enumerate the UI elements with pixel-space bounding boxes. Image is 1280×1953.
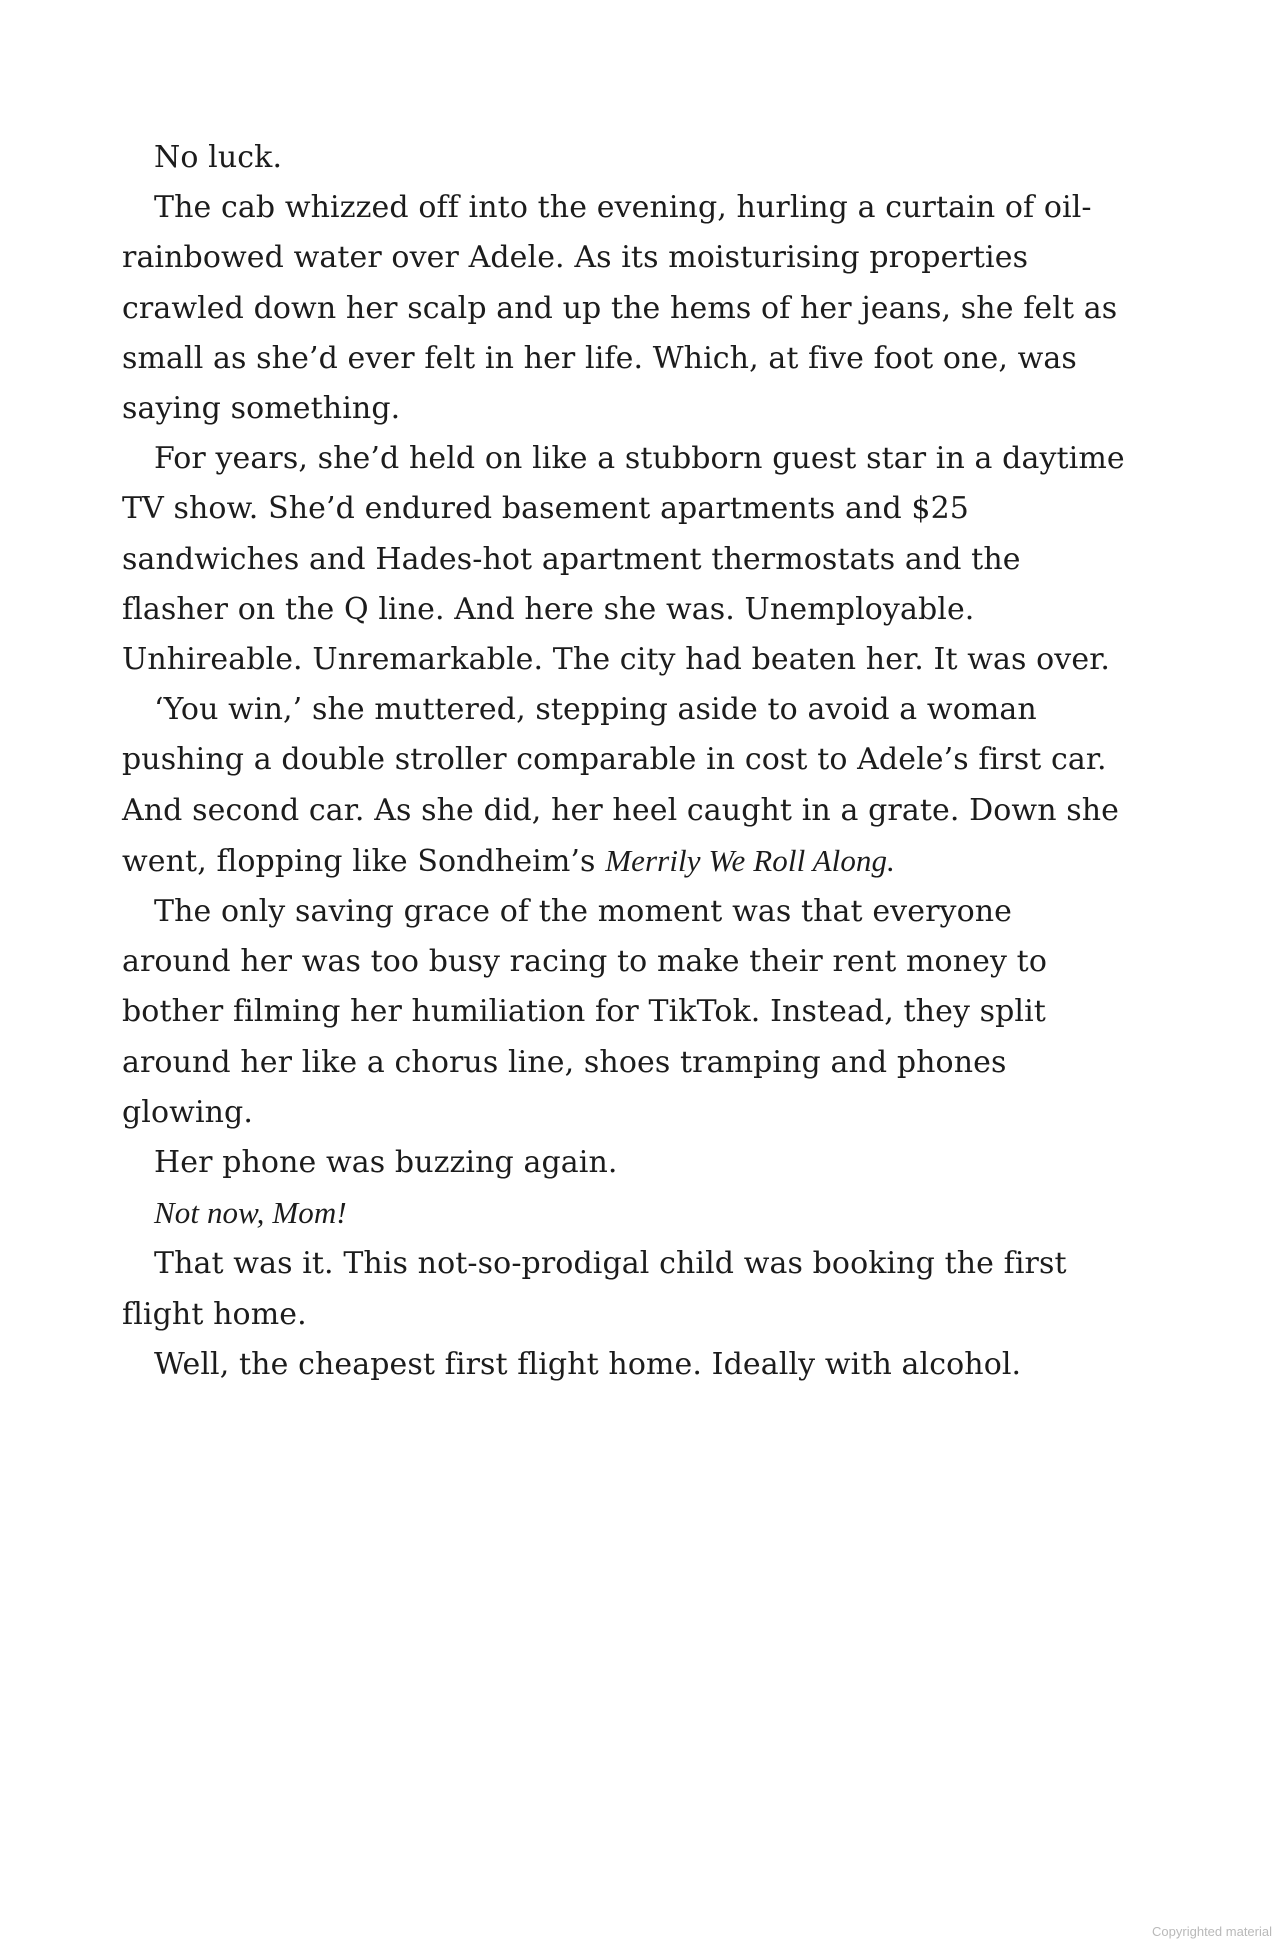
paragraph-8 bbox=[122, 1239, 1172, 1339]
text-line: That was it. This not-so-prodigal child was booking the first bbox=[154, 1246, 1067, 1282]
paragraph-7 bbox=[122, 1188, 1172, 1239]
text-line: And second car. As she did, her heel caught in a grate. Down she bbox=[122, 792, 1120, 828]
text-line: sandwiches and Hades-hot apartment thermostats and the bbox=[122, 541, 1021, 577]
italic-thought: Not now, Mom! bbox=[154, 1195, 347, 1231]
text-line: ‘You win,’ she muttered, stepping aside to avoid a woman bbox=[154, 692, 1037, 728]
text-line: flasher on the Q line. And here she was. Unemployable. bbox=[122, 591, 975, 627]
text-line: The only saving grace of the moment was that everyone bbox=[154, 894, 1013, 930]
text-line: No luck. bbox=[154, 140, 283, 175]
text-line bbox=[122, 836, 1172, 887]
text-line: rainbowed water over Adele. As its moisturising properties bbox=[122, 240, 1029, 276]
text-line: around her was too busy racing to make their rent money to bbox=[122, 944, 1047, 980]
text-line: glowing. bbox=[122, 1094, 253, 1130]
text-line: flight home. bbox=[122, 1296, 307, 1332]
italic-title: Merrily We Roll Along. bbox=[605, 842, 895, 878]
text-line-prefix: went, flopping like Sondheim’s bbox=[122, 843, 606, 879]
text-line: small as she’d ever felt in her life. Which, at five foot one, was bbox=[122, 340, 1077, 376]
text-line: Her phone was buzzing again. bbox=[154, 1145, 618, 1181]
paragraph-3 bbox=[122, 434, 1172, 685]
text-line: saying something. bbox=[122, 391, 401, 427]
text-line: crawled down her scalp and up the hems of her jeans, she felt as bbox=[122, 290, 1118, 326]
text-line: For years, she’d held on like a stubborn guest star in a daytime bbox=[154, 441, 1125, 477]
paragraph-6 bbox=[122, 1138, 1172, 1188]
text-line: bother filming her humiliation for TikTok. Instead, they split bbox=[122, 994, 1046, 1030]
copyright-watermark: Copyrighted material bbox=[1152, 1924, 1272, 1939]
text-line: The cab whizzed off into the evening, hurling a curtain of oil- bbox=[154, 190, 1092, 226]
paragraph-9 bbox=[122, 1340, 1172, 1390]
text-line: TV show. She’d endured basement apartments and $25 bbox=[122, 491, 969, 527]
paragraph-4 bbox=[122, 685, 1172, 887]
paragraph-2 bbox=[122, 183, 1172, 434]
body-text bbox=[122, 133, 1172, 1390]
text-line: Well, the cheapest first flight home. Ideally with alcohol. bbox=[154, 1346, 1022, 1382]
paragraph-5 bbox=[122, 887, 1172, 1138]
text-line: around her like a chorus line, shoes tramping and phones bbox=[122, 1044, 1007, 1080]
text-line bbox=[122, 1188, 1172, 1239]
text-line: Unhireable. Unremarkable. The city had beaten her. It was over. bbox=[122, 642, 1110, 678]
text-line: pushing a double stroller comparable in cost to Adele’s first car. bbox=[122, 742, 1107, 778]
paragraph-1 bbox=[122, 133, 1172, 183]
